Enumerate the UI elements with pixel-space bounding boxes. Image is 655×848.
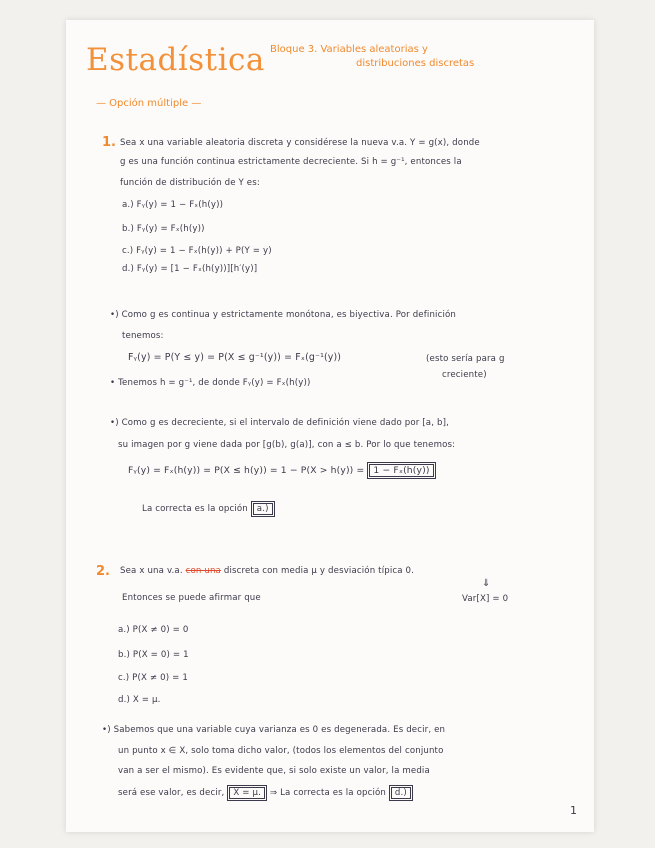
q1-solution-line1: •) Como g es continua y estrictamente monótona, es biyectiva. Por definición	[110, 310, 457, 320]
q2-line1-pre: Sea x una v.a.	[120, 566, 183, 576]
q1-equation2-boxed-result: 1 − Fₓ(h(y))	[367, 462, 435, 479]
q1-equation2-text: Fᵧ(y) = Fₓ(h(y)) = P(X ≤ h(y)) = 1 − P(X > h(y)) =	[128, 465, 365, 476]
block-subtitle-line1: Bloque 3. Variables aleatorias y	[270, 44, 428, 55]
q2-option-b: b.) P(X = 0) = 1	[118, 650, 189, 660]
q2-solution-line4-post: ⇒ La correcta es la opción	[269, 788, 387, 798]
q1-answer-text: La correcta es la opción	[142, 504, 248, 514]
q2-statement-line2: Entonces se puede afirmar que	[122, 593, 261, 603]
q2-solution-line3: van a ser el mismo). Es evidente que, si solo existe un valor, la media	[118, 766, 430, 776]
q2-option-c: c.) P(X ≠ 0) = 1	[118, 673, 188, 683]
q1-statement-line1: Sea x una variable aleatoria discreta y considérese la nueva v.a. Y = g(x), donde	[120, 138, 480, 148]
q2-solution-line4-pre: será ese valor, es decir,	[118, 788, 225, 798]
q2-statement-line1	[120, 566, 414, 576]
section-title: — Opción múltiple —	[96, 98, 202, 109]
question-2-number: 2.	[96, 564, 110, 579]
q2-solution-line4	[118, 788, 413, 798]
q2-solution-boxed-result: X = μ.	[227, 785, 267, 801]
q1-solution-note2: creciente)	[442, 370, 487, 380]
block-subtitle-line2: distribuciones discretas	[356, 58, 475, 69]
q1-solution-equation2	[128, 465, 436, 476]
q1-solution-line5: su imagen por g viene dada por [g(b), g(a)], con a ≤ b. Por lo que tenemos:	[118, 440, 456, 450]
q1-solution-line3: • Tenemos h = g⁻¹, de donde Fᵧ(y) = Fₓ(h(y))	[110, 378, 311, 388]
q2-line1-strikethrough: con una	[185, 566, 221, 576]
q1-option-d: d.) Fᵧ(y) = [1 − Fₓ(h(y))][h′(y)]	[122, 264, 258, 274]
q1-option-b: b.) Fᵧ(y) = Fₓ(h(y))	[122, 224, 205, 234]
q2-solution-line1: •) Sabemos que una variable cuya varianza es 0 es degenerada. Es decir, en	[102, 725, 446, 735]
q2-answer-boxed: d.)	[389, 785, 413, 801]
q2-variance-note: Var[X] = 0	[462, 594, 509, 604]
q2-solution-line2: un punto x ∈ X, solo toma dicho valor, (todos los elementos del conjunto	[118, 746, 444, 756]
q1-solution-line4: •) Como g es decreciente, si el intervalo de definición viene dado por [a, b],	[110, 418, 449, 428]
q1-solution-equation1: Fᵧ(y) = P(Y ≤ y) = P(X ≤ g⁻¹(y)) = Fₓ(g⁻¹(y))	[128, 352, 342, 363]
question-1-number: 1.	[102, 135, 116, 150]
q1-answer-boxed: a.)	[251, 501, 275, 517]
q1-answer-line	[142, 504, 275, 514]
q1-statement-line2: g es una función continua estrictamente decreciente. Si h = g⁻¹, entonces la	[120, 157, 462, 167]
q1-solution-line2: tenemos:	[122, 331, 164, 341]
q1-solution-note1: (esto sería para g	[426, 354, 505, 364]
q2-implies-arrow: ⇓	[482, 578, 491, 589]
q1-statement-line3: función de distribución de Y es:	[120, 178, 260, 188]
page-number: 1	[570, 804, 577, 817]
q2-line1-post: discreta con media μ y desviación típica 0.	[223, 566, 415, 576]
q1-option-c: c.) Fᵧ(y) = 1 − Fₓ(h(y)) + P(Y = y)	[122, 246, 272, 256]
q1-option-a: a.) Fᵧ(y) = 1 − Fₓ(h(y))	[122, 200, 224, 210]
q2-option-d: d.) X = μ.	[118, 695, 161, 705]
q2-option-a: a.) P(X ≠ 0) = 0	[118, 625, 189, 635]
page-title: Estadística	[86, 42, 265, 78]
notebook-page	[66, 20, 594, 832]
